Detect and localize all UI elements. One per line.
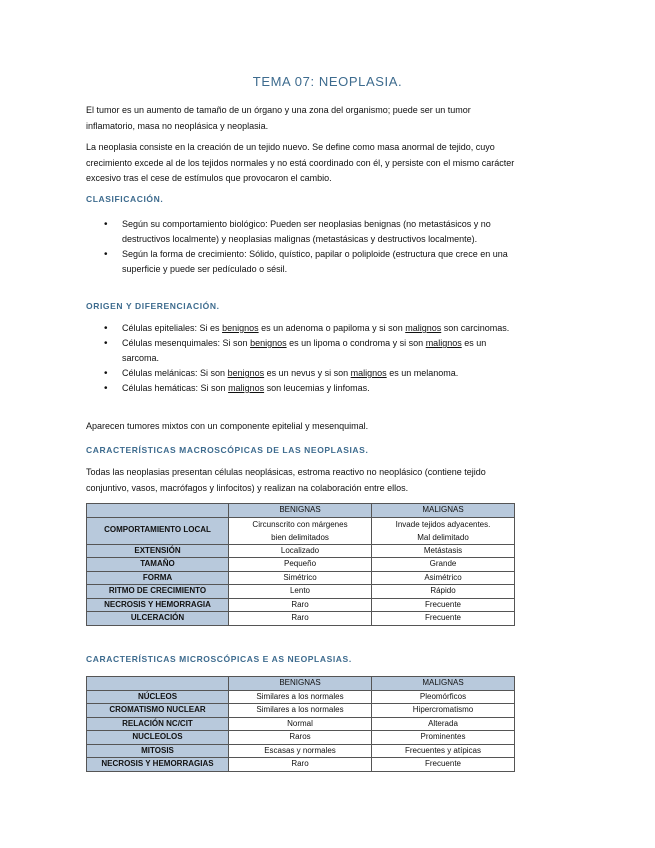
- table-cell: Asimétrico: [372, 571, 515, 585]
- table-cell: Simétrico: [229, 571, 372, 585]
- cell-line: bien delimitados: [271, 532, 329, 542]
- row-label: NUCLEOLOS: [87, 731, 229, 745]
- table-cell: Lento: [229, 585, 372, 599]
- item-text: Células melánicas: Si son: [122, 368, 228, 378]
- table-cell: Frecuente: [372, 612, 515, 626]
- table-cell: Metástasis: [372, 544, 515, 558]
- table-cell: Prominentes: [372, 731, 515, 745]
- table-row: [87, 585, 515, 599]
- item-text: es un lipoma o condroma y si son: [286, 338, 426, 348]
- item-text: Células epiteliales: Si es: [122, 323, 223, 333]
- table-cell: [372, 517, 515, 544]
- table-row: [87, 704, 515, 718]
- section-heading-micro: CARACTERÍSTICAS MICROSCÓPICAS E AS NEOPLASIAS.: [86, 654, 352, 664]
- table-cell: Raro: [229, 758, 372, 772]
- macro-paragraph: Todas las neoplasias presentan células neoplásicas, estroma reactivo no neoplásico (contiene tejido conjuntivo, vasos, macrófagos y linfocitos) y realizan na colaboración entre ellos.: [86, 467, 486, 493]
- page-title: TEMA 07: NEOPLASIA.: [252, 74, 403, 89]
- section-heading-clasificacion: CLASIFICACIÓN.: [86, 194, 164, 204]
- cell-line: Circunscrito con márgenes: [252, 519, 348, 529]
- row-label: TAMAÑO: [87, 558, 229, 572]
- table-cell: Frecuente: [372, 758, 515, 772]
- table-row: [87, 571, 515, 585]
- item-text: es un melanoma.: [386, 368, 459, 378]
- list-item: • Según su comportamiento biológico: Pueden ser neoplasias benignas (no metastásicos y no destructivos localmente) y neoplasias malignas (metastásicas y destructivos localmente).: [86, 217, 516, 247]
- table-header-cell: [87, 504, 229, 518]
- list-item: • Según la forma de crecimiento: Sólido, quístico, papilar o poliploide (estructura que crece en una superficie y puede ser pedículado o sésil.: [86, 247, 516, 277]
- table-row: [87, 612, 515, 626]
- underlined-term: benignos: [222, 323, 259, 333]
- macro-table: [86, 503, 515, 626]
- row-label: FORMA: [87, 571, 229, 585]
- clasificacion-list: [86, 217, 516, 277]
- origen-list: [86, 321, 516, 396]
- table-header-row: [87, 504, 515, 518]
- table-cell: Raros: [229, 731, 372, 745]
- underlined-term: malignos: [405, 323, 442, 333]
- cell-line: Mal delimitado: [417, 532, 469, 542]
- table-row: [87, 517, 515, 544]
- table-cell: Hipercromatismo: [372, 704, 515, 718]
- intro-paragraph-1: El tumor es un aumento de tamaño de un órgano y una zona del organismo; puede ser un tumor inflamatorio, masa no neoplásica y neoplasia.: [86, 105, 471, 131]
- list-item: [86, 366, 516, 381]
- row-label: NÚCLEOS: [87, 690, 229, 704]
- micro-table: [86, 676, 515, 772]
- table-cell: Similares a los normales: [229, 704, 372, 718]
- table-cell: Rápido: [372, 585, 515, 599]
- underlined-term: malignos: [228, 383, 265, 393]
- table-cell: Raro: [229, 612, 372, 626]
- item-text: Células hemáticas: Si son: [122, 383, 229, 393]
- list-item: [86, 321, 516, 336]
- list-item: [86, 336, 516, 366]
- table-row: [87, 690, 515, 704]
- underlined-term: malignos: [350, 368, 387, 378]
- table-row: [87, 558, 515, 572]
- item-text: es un nevus y si son: [264, 368, 351, 378]
- table-cell: Similares a los normales: [229, 690, 372, 704]
- table-header-cell: MALIGNAS: [372, 677, 515, 691]
- table-cell: Pequeño: [229, 558, 372, 572]
- table-row: [87, 544, 515, 558]
- item-text: Células mesenquimales: Si son: [122, 338, 251, 348]
- row-label: COMPORTAMIENTO LOCAL: [87, 517, 229, 544]
- section-heading-origen: ORIGEN Y DIFERENCIACIÓN.: [86, 301, 220, 311]
- row-label: RELACIÓN NC/CIT: [87, 717, 229, 731]
- table-cell: Frecuente: [372, 598, 515, 612]
- origen-note: Aparecen tumores mixtos con un componente epitelial y mesenquimal.: [86, 421, 369, 431]
- row-label: MITOSIS: [87, 744, 229, 758]
- table-header-cell: MALIGNAS: [372, 504, 515, 518]
- list-item: [86, 381, 516, 396]
- table-header-row: [87, 677, 515, 691]
- table-cell: Pleomórficos: [372, 690, 515, 704]
- table-cell: Normal: [229, 717, 372, 731]
- table-header-cell: [87, 677, 229, 691]
- row-label: NECROSIS Y HEMORRAGIAS: [87, 758, 229, 772]
- table-cell: Alterada: [372, 717, 515, 731]
- table-cell: [229, 517, 372, 544]
- section-heading-macro: CARACTERÍSTICAS MACROSCÓPICAS DE LAS NEOPLASIAS.: [86, 445, 369, 455]
- underlined-term: benignos: [227, 368, 265, 378]
- table-header-cell: BENIGNAS: [229, 504, 372, 518]
- table-row: [87, 744, 515, 758]
- row-label: ULCERACIÓN: [87, 612, 229, 626]
- table-header-cell: BENIGNAS: [229, 677, 372, 691]
- underlined-term: benignos: [250, 338, 287, 348]
- table-row: [87, 758, 515, 772]
- table-cell: Raro: [229, 598, 372, 612]
- item-text: son carcinomas.: [441, 323, 510, 333]
- item-text: son leucemias y linfomas.: [264, 383, 370, 393]
- table-row: [87, 598, 515, 612]
- intro-paragraph-2: La neoplasia consiste en la creación de un tejido nuevo. Se define como masa anormal de tejido, cuyo crecimiento excede al de los tejidos normales y no está coordinado con él, y persiste con el mismo carácter excesivo tras el cese de estímulos que provocaron el cambio.: [86, 142, 515, 183]
- table-row: [87, 717, 515, 731]
- row-label: EXTENSIÓN: [87, 544, 229, 558]
- item-text: es un sarcoma.: [122, 338, 487, 363]
- table-cell: Frecuentes y atípicas: [372, 744, 515, 758]
- table-cell: Escasas y normales: [229, 744, 372, 758]
- item-text: es un adenoma o papiloma y si son: [258, 323, 406, 333]
- row-label: RITMO DE CRECIMIENTO: [87, 585, 229, 599]
- underlined-term: malignos: [425, 338, 462, 348]
- table-row: [87, 731, 515, 745]
- row-label: NECROSIS Y HEMORRAGIA: [87, 598, 229, 612]
- table-cell: Grande: [372, 558, 515, 572]
- row-label: CROMATISMO NUCLEAR: [87, 704, 229, 718]
- table-cell: Localizado: [229, 544, 372, 558]
- cell-line: Invade tejidos adyacentes.: [395, 519, 491, 529]
